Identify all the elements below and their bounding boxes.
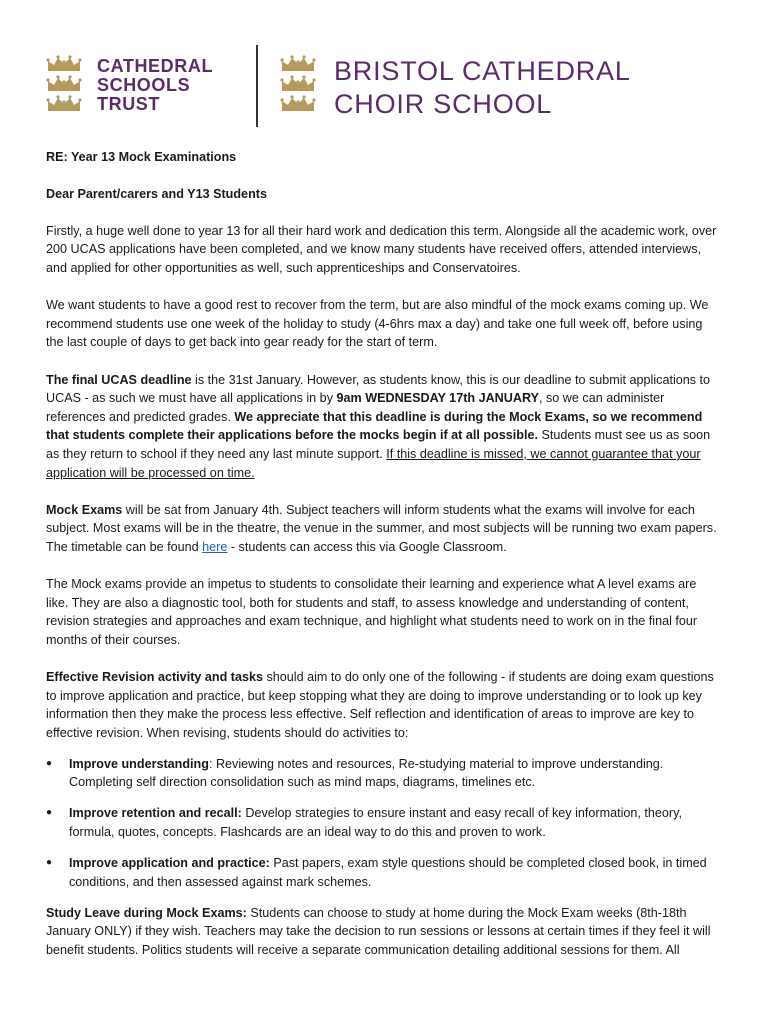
trust-name-line2: SCHOOLS xyxy=(97,75,191,95)
paragraph-mock-purpose: The Mock exams provide an impetus to students to consolidate their learning and experience what A level exams are like. They are also a diagnostic tool, both for students and staff, to assess knowledge and understanding of content, revision strategies and approaches and exam technique, and highlight what students need to work on in the final four months of their courses. xyxy=(46,577,698,647)
logo-divider xyxy=(256,45,258,127)
school-name-line1: BRISTOL CATHEDRAL xyxy=(334,56,631,86)
trust-crest xyxy=(46,55,82,113)
school-name xyxy=(334,55,631,121)
crown-icon xyxy=(280,55,316,73)
crown-icon xyxy=(280,95,316,113)
list-item: ● Improve retention and recall: Develop strategies to ensure instant and easy recall of key information, theory, formula, quotes, concepts. Flashcards are an ideal way to do this and proven to work. xyxy=(46,804,722,841)
paragraph-study-leave: Study Leave during Mock Exams: Students can choose to study at home during the Mock Exam weeks (8th-18th January ONLY) if they wish. Teachers may take the decision to run sessions or lessons at certain times if they feel it will benefit students. Politics students will receive a separate communication detailing additional sessions for them. All xyxy=(46,905,711,957)
school-crest xyxy=(280,55,316,113)
ucas-recommendation: We appreciate that this deadline is during the Mock Exams, so we recommend that students complete their applications before the mocks begin if at all possible. xyxy=(46,409,703,443)
revision-heading: Effective Revision activity and tasks xyxy=(46,670,263,685)
ucas-internal-deadline: 9am WEDNESDAY 17th JANUARY xyxy=(336,391,539,406)
paragraph-intro: Firstly, a huge well done to year 13 for all their hard work and dedication this term. Alongside all the academic work, over 200 UCAS applications have been completed, and we know many students have received offers, attended interviews, and applied for other opportunities as well, such apprenticeships and Conservatoires. xyxy=(46,223,717,275)
crown-icon xyxy=(46,95,82,113)
paragraph-revision: Effective Revision activity and tasks should aim to do only one of the following - if students are doing exam questions to improve application and practice, but keep stopping what they are doing to improve understanding or to look up key information then they make the process less effective. Self reflection and identification of areas to improve are key to effective revision. When revising, students should do activities to: xyxy=(46,670,714,740)
paragraph-mock-exams: Mock Exams will be sat from January 4th. Subject teachers will inform students what the exams will involve for each subject. Most exams will be in the theatre, the venue in the summer, and most subjects will be running two exam papers. The timetable can be found here - students can access this via Google Classroom. xyxy=(46,502,717,554)
re-line: RE: Year 13 Mock Examinations xyxy=(46,150,237,164)
timetable-link[interactable]: here xyxy=(202,539,228,554)
letter-body xyxy=(46,148,722,978)
crown-icon xyxy=(46,75,82,93)
school-name-line2: CHOIR SCHOOL xyxy=(334,89,553,119)
salutation: Dear Parent/carers and Y13 Students xyxy=(46,186,267,201)
crown-icon xyxy=(46,55,82,73)
ucas-warning: If this deadline is missed, we cannot guarantee that your application will be processed on time. xyxy=(46,446,701,480)
trust-name-line1: CATHEDRAL xyxy=(97,56,214,76)
list-item: ● Improve application and practice: Past papers, exam style questions should be completed closed book, in timed conditions, and then assessed against mark schemes. xyxy=(46,854,722,891)
list-item: ● Improve understanding: Reviewing notes and resources, Re-studying material to improve understanding. Completing self direction consolidation such as mind maps, diagrams, timelines etc. xyxy=(46,755,722,792)
trust-name-line3: TRUST xyxy=(97,94,160,114)
paragraph-holiday: We want students to have a good rest to recover from the term, but are also mindful of the mock exams coming up. We recommend students use one week of the holiday to study (4-6hrs max a day) and take one full week off, before using the last couple of days to get back into gear ready for the start of term. xyxy=(46,298,709,350)
trust-name xyxy=(97,57,213,114)
mock-exams-heading: Mock Exams xyxy=(46,502,123,517)
paragraph-ucas: The final UCAS deadline is the 31st January. However, as students know, this is our deadline to submit applications to UCAS - as such we must have all applications in by 9am WEDNESDAY 17th JANUARY, so we can administer references and predicted grades. We appreciate that this deadline is during the Mock Exams, so we recommend that students complete their applications before the mocks begin if at all possible. Students must see us as soon as they return to school if they need any last minute support. If this deadline is missed, we cannot guarantee that your application will be processed on time. xyxy=(46,372,711,480)
crown-icon xyxy=(280,75,316,93)
revision-bullet-list xyxy=(46,755,722,891)
study-leave-heading: Study Leave during Mock Exams: xyxy=(46,905,247,920)
ucas-deadline-heading: The final UCAS deadline xyxy=(46,372,192,387)
letterhead xyxy=(0,0,768,140)
